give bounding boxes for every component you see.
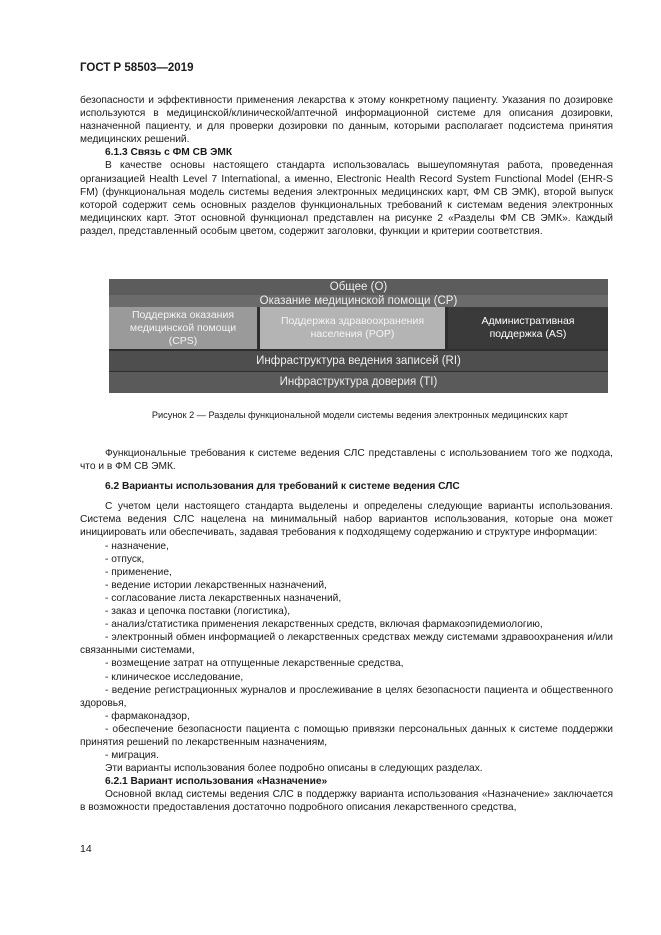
section-heading: 6.1.3 Связь с ФМ СВ ЭМК [105,147,233,159]
page-number: 14 [80,843,92,855]
section-administrative-support: Административная поддержка (AS) [448,307,608,349]
list-item: - клиническое исследование, [105,671,244,683]
paragraph-spacer [80,493,613,500]
paragraph: В качестве основы настоящего стандарта использовалась вышеупомянутая работа, проведенная организацией Health Level 7 International, а именно, Electronic Health Record System Functional Model (EHR-S FM) (функциональная модель системы ведения электронных медицинских карт, ФМ СВ ЭМК), второй выпуск которой содержит семь основных разделов функциональных требований к системам ведения электронных медицинских карт. Этот основной функционал представлен на рисунке 2 «Разделы ФМ СВ ЭМК». Каждый раздел, представленный особым цветом, содержит заголовки, функции и критерии соответствия. [80,160,613,237]
standard-header: ГОСТ Р 58503—2019 [80,62,194,74]
text-block-bottom [80,447,613,815]
text-block-top [80,94,613,238]
section-care-provision-support: Поддержка оказания медицинской помощи (CPS) [109,307,257,349]
list-item: - анализ/статистика применения лекарственных средств, включая фармакоэпидемиологию, [105,619,543,631]
paragraph: - электронный обмен информацией о лекарственных средствах между системами здравоохранения и/или связанными системами, [80,632,613,657]
section-heading: 6.2 Варианты использования для требований к системе ведения СЛС [105,481,460,493]
list-item: - отпуск, [105,553,145,565]
list-item: - возмещение затрат на отпущенные лекарственные средства, [105,658,404,670]
paragraph: безопасности и эффективности применения лекарства к этому конкретному пациенту. Указания по дозировке используются в медицинской/клинической/аптечной информационной системе для описания дозировки, назначенной пациенту, и для проверки дозировки по данным, которыми располагает подсистема принятия медицинских решений. [80,95,613,146]
list-item: - миграция. [105,750,159,762]
list-item: - согласование листа лекарственных назначений, [105,592,342,604]
list-item: - заказ и цепочка поставки (логистика), [105,606,291,618]
list-item: - назначение, [105,540,169,552]
list-item: - применение, [105,566,172,578]
paragraph: Функциональные требования к системе ведения СЛС представлены с использованием того же подхода, что и в ФМ СВ ЭМК. [80,448,613,473]
section-trust-infrastructure: Инфраструктура доверия (TI) [109,372,608,393]
paragraph: Эти варианты использования более подробно описаны в следующих разделах. [105,763,483,775]
section-record-infrastructure: Инфраструктура ведения записей (RI) [109,351,608,371]
section-population-health-support: Поддержка здравоохранения населения (POP) [260,307,445,349]
section-heading: 6.2.1 Вариант использования «Назначение» [105,776,328,788]
section-general: Общее (О) [109,279,608,295]
list-item: - ведение истории лекарственных назначений, [105,579,327,591]
paragraph: Основной вклад системы ведения СЛС в поддержку варианта использования «Назначение» заключается в возможности предоставления достаточно подробного описания лекарственного средства, [80,789,613,814]
paragraph: - обеспечение безопасности пациента с помощью привязки персональных данных к системе поддержки принятия решений по лекарственным назначениям, [80,723,613,748]
figure-ehr-s-fm-sections [109,279,608,393]
paragraph: - ведение регистрационных журналов и прослеживание в целях безопасности пациента и общественного здоровья, [80,684,613,709]
section-care-provision: Оказание медицинской помощи (СР) [109,295,608,307]
list-item: - фармаконадзор, [105,710,190,722]
paragraph-spacer [80,473,613,480]
paragraph: С учетом цели настоящего стандарта выделены и определены следующие варианты использования. Система ведения СЛС нацелена на минимальный набор вариантов использования, которые она может инициировать или обеспечивать, задавая требования к подходящему содержанию и структуре информации: [80,501,613,539]
figure-caption: Рисунок 2 — Разделы функциональной модели системы ведения электронных медицинских карт [151,410,569,420]
